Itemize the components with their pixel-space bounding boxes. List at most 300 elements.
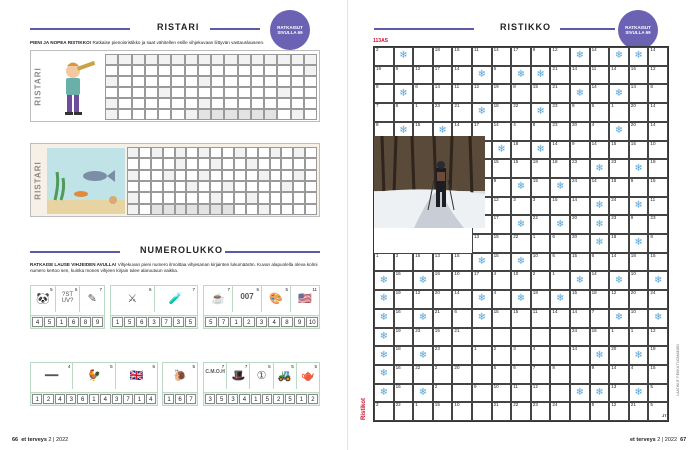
cell-number: 15	[630, 140, 636, 146]
grid-cell	[511, 271, 531, 290]
numerolukko-intro: RATKAISE LAUSE VIHJEIDEN AVULLA! Vihjekuvan pieni numero ilmoittaa vihjesanan kirjainten lukumäärän. Kuvan alapuolella oleva kolmi numero kertoo sen, kuinka mones vihjeen kirjain tulee alaruutuun vaikka.	[30, 262, 318, 274]
cell-number: 21	[434, 308, 440, 314]
cell-number: 15	[572, 252, 578, 258]
grid-cell	[492, 346, 512, 365]
grid-cell	[413, 66, 433, 85]
grid-cell	[550, 103, 570, 122]
cell-number: 22	[513, 402, 519, 408]
cell-number: 23	[572, 159, 578, 165]
cell-number: 23	[415, 327, 421, 333]
snowflake-icon: ❄	[609, 47, 629, 66]
cell-number: 23	[434, 346, 440, 352]
grid-cell	[550, 47, 570, 66]
nl-pic: 5 🎨	[262, 286, 291, 312]
cell-number: 15	[572, 290, 578, 296]
cell-number: 14	[611, 252, 617, 258]
cell-number: 16	[630, 65, 636, 71]
grid-cell	[550, 141, 570, 160]
cell-number: 1	[474, 346, 477, 352]
grid-cell	[394, 402, 414, 421]
cell-number: 14	[650, 47, 656, 52]
cell-number: 18	[513, 140, 519, 146]
grid-cell	[531, 215, 551, 234]
cell-number: 11	[454, 84, 460, 90]
grid-cell	[452, 346, 472, 365]
grid-cell	[609, 215, 629, 234]
photo-cell	[374, 234, 394, 253]
ristikko-credit: LAATINUT: PEKKA TUOMAINEN	[676, 344, 681, 396]
grid-cell	[531, 197, 551, 216]
cell-number: 4	[591, 121, 595, 127]
grid-cell	[511, 328, 531, 347]
grid-cell	[550, 271, 570, 290]
grid-cell	[413, 402, 433, 421]
cell-number: 20	[630, 290, 636, 296]
grid-cell	[570, 365, 590, 384]
cell-number: 15	[454, 47, 460, 52]
cell-number: 14	[552, 308, 558, 314]
cell-number: 15	[415, 121, 421, 127]
ristari-title-line-right	[210, 28, 260, 30]
numerolukko-puzzle-2b	[162, 362, 198, 406]
grid-cell	[648, 253, 668, 272]
nl-number-row: 1 5 6 3 7 3 5	[111, 315, 197, 328]
grid-cell	[452, 402, 472, 421]
grid-cell	[433, 328, 453, 347]
cell-number: 23	[611, 159, 617, 165]
grid-cell	[570, 402, 590, 421]
grid-cell	[570, 197, 590, 216]
grid-cell	[433, 253, 453, 272]
cell-number: 24	[572, 177, 578, 183]
nl-pic: 6 🇬🇧	[129, 364, 155, 382]
grid-cell	[648, 346, 668, 365]
grid-cell	[648, 384, 668, 403]
cell-number: 1	[376, 252, 379, 258]
cell-number: 9	[572, 140, 575, 146]
cell-number: 1	[552, 271, 555, 277]
ristari-side-label-1: RISTARI	[31, 51, 45, 121]
grid-cell	[550, 402, 570, 421]
grid-cell	[413, 103, 433, 122]
cell-number: 6	[454, 308, 457, 314]
winter-walk-photo	[374, 136, 485, 228]
grid-cell	[531, 122, 551, 141]
cell-number: 6	[552, 234, 555, 239]
grid-cell	[550, 365, 570, 384]
snowflake-icon: ❄	[394, 47, 414, 66]
grid-cell	[394, 384, 414, 403]
grid-cell	[511, 384, 531, 403]
grid-cell	[550, 159, 570, 178]
grid-cell	[550, 328, 570, 347]
grid-cell	[531, 271, 551, 290]
ristikko-title-line-right	[560, 28, 615, 30]
grid-cell	[590, 84, 610, 103]
cell-number: 11	[650, 196, 656, 202]
cell-number: 19	[395, 290, 401, 296]
snowflake-icon: ❄	[570, 384, 590, 403]
boy-telescope-illustration	[47, 57, 103, 119]
cell-number: 23	[552, 103, 558, 109]
snowflake-icon: ❄	[609, 84, 629, 103]
ristikko-title: RISTIKKO	[500, 22, 552, 32]
grid-cell	[492, 290, 512, 309]
grid-cell	[472, 346, 492, 365]
cell-number: 4	[532, 346, 536, 352]
numerolukko-puzzle-2a	[30, 362, 158, 406]
snowflake-icon: ❄	[511, 215, 531, 234]
cell-number: 1	[532, 234, 536, 239]
cell-number: 15	[650, 177, 656, 183]
grid-cell	[492, 271, 512, 290]
grid-cell	[531, 253, 551, 272]
cell-number: 8	[650, 234, 653, 239]
grid-cell	[492, 215, 512, 234]
grid-cell	[394, 66, 414, 85]
cell-number: 20	[630, 103, 636, 109]
cell-number: 20	[630, 121, 636, 127]
grid-cell	[452, 47, 472, 66]
grid-cell	[433, 365, 453, 384]
cell-number: 3	[395, 252, 399, 258]
grid-cell	[433, 309, 453, 328]
grid-cell	[609, 159, 629, 178]
footer-right: et terveys 2 | 2022 67	[630, 437, 687, 443]
cell-number: 19	[493, 84, 499, 90]
grid-cell	[433, 66, 453, 85]
grid-cell	[590, 365, 610, 384]
grid-cell	[629, 103, 649, 122]
cell-number: 15	[532, 177, 538, 183]
grid-cell	[629, 402, 649, 421]
grid-cell	[433, 271, 453, 290]
cell-number: 8	[395, 103, 399, 109]
grid-cell	[374, 47, 394, 66]
cell-number: 22	[415, 364, 421, 370]
snowflake-icon: ❄	[550, 215, 570, 234]
grid-cell	[452, 328, 472, 347]
numerolukko-title: NUMEROLUKKO	[140, 245, 223, 255]
cell-number: 9	[493, 177, 497, 183]
grid-cell	[452, 290, 472, 309]
cell-number: 7	[532, 364, 536, 370]
cell-number: 18	[630, 252, 636, 258]
cell-number: 7	[591, 308, 595, 314]
grid-cell	[570, 234, 590, 253]
cell-number: 8	[513, 84, 516, 90]
grid-cell	[531, 365, 551, 384]
grid-cell	[531, 384, 551, 403]
snowflake-icon: ❄	[472, 253, 492, 272]
grid-cell	[531, 402, 551, 421]
cell-number: 20	[572, 121, 578, 127]
cell-number: 21	[552, 65, 558, 71]
cell-number: 5	[493, 364, 497, 370]
grid-cell	[609, 141, 629, 160]
grid-cell	[511, 402, 531, 421]
cell-number: 4	[493, 271, 497, 277]
grid-cell	[648, 122, 668, 141]
cell-number: 2	[376, 47, 379, 52]
grid-cell	[472, 84, 492, 103]
grid-cell	[629, 309, 649, 328]
grid-cell	[609, 234, 629, 253]
grid-cell	[590, 402, 610, 421]
cell-number: 13	[434, 252, 440, 258]
cell-number: 23	[434, 103, 440, 109]
grid-cell	[394, 253, 414, 272]
snowflake-icon: ❄	[550, 178, 570, 197]
cell-number: 24	[552, 402, 558, 408]
grid-cell	[492, 122, 512, 141]
nl-pic: 6 ⚔	[111, 286, 155, 312]
cell-number: 1	[611, 103, 614, 109]
grid-cell	[492, 402, 512, 421]
nl-pic: 6 ?ST UV?	[56, 286, 81, 312]
cell-number: 11	[532, 308, 538, 314]
cell-number: 2	[434, 383, 438, 389]
grid-cell	[609, 253, 629, 272]
cell-number: 15	[493, 159, 499, 165]
cell-number: 20	[572, 215, 578, 221]
cell-number: 14	[552, 140, 558, 146]
cell-number: 14	[454, 65, 460, 71]
grid-cell	[472, 234, 492, 253]
cell-number: 18	[434, 47, 440, 52]
cell-number: 14	[611, 364, 617, 370]
grid-cell	[629, 253, 649, 272]
nl-pic: 5 ①	[250, 363, 273, 389]
snowflake-icon: ❄	[531, 103, 551, 122]
cell-number: 16	[395, 308, 401, 314]
snowflake-icon: ❄	[472, 290, 492, 309]
snowflake-icon: ❄	[511, 178, 531, 197]
ristikot-brand-logo: Ristikot	[361, 397, 368, 421]
ristari-puzzle-2	[30, 143, 320, 217]
grid-cell	[472, 328, 492, 347]
numerolukko-puzzle-1b	[110, 285, 198, 329]
grid-cell	[590, 309, 610, 328]
cell-number: 21	[493, 402, 499, 408]
nl-pic: 7 C.M.O.H	[204, 363, 227, 389]
cell-number: 1	[415, 402, 418, 408]
cell-number: 21	[630, 402, 636, 408]
grid-cell	[609, 384, 629, 403]
cell-number: 18	[650, 159, 656, 165]
grid-cell	[629, 365, 649, 384]
cell-number: 18	[650, 346, 656, 352]
cell-number: 14	[611, 65, 617, 71]
snowflake-icon: ❄	[472, 309, 492, 328]
snowflake-icon: ❄	[374, 346, 394, 365]
grid-cell	[570, 309, 590, 328]
snowflake-icon: ❄	[394, 84, 414, 103]
grid-cell	[629, 141, 649, 160]
snowflake-icon: ❄	[374, 309, 394, 328]
grid-cell	[550, 234, 570, 253]
snowflake-icon: ❄	[629, 234, 649, 253]
cell-number: 8	[376, 121, 379, 127]
cell-number: 14	[591, 84, 597, 90]
cell-number: 12	[415, 290, 421, 296]
grid-cell	[394, 271, 414, 290]
grid-cell	[648, 290, 668, 309]
snowflake-icon: ❄	[629, 384, 649, 403]
nl-pic: 5 🐌	[173, 364, 195, 382]
photo-cell	[394, 234, 414, 253]
cell-number: 14	[630, 84, 636, 90]
cell-number: 18	[552, 159, 558, 165]
numerolukko-puzzle-1a	[30, 285, 105, 329]
cell-number: 4	[630, 364, 634, 370]
grid-cell	[590, 328, 610, 347]
grid-cell	[570, 122, 590, 141]
grid-cell	[452, 84, 472, 103]
ristari-grid-2	[127, 147, 317, 215]
grid-cell	[550, 122, 570, 141]
cell-number: 6	[591, 252, 595, 258]
grid-cell	[648, 328, 668, 347]
grid-cell	[570, 328, 590, 347]
cell-number: 10	[630, 308, 636, 314]
grid-cell	[531, 234, 551, 253]
cell-number: 18	[493, 103, 499, 109]
cell-number: 8	[376, 84, 379, 90]
cell-number: 15	[513, 308, 519, 314]
grid-cell	[492, 103, 512, 122]
footer-left: 66 et terveys 2 | 2022	[12, 437, 69, 443]
grid-cell	[629, 66, 649, 85]
grid-cell	[394, 328, 414, 347]
nl-pic: 5 🫖	[301, 364, 318, 382]
grid-cell	[394, 365, 414, 384]
cell-number: 11	[474, 47, 479, 52]
cell-number: 23	[552, 121, 558, 127]
cell-number: 24	[572, 327, 578, 333]
cell-number: 10	[650, 140, 656, 146]
grid-cell	[550, 197, 570, 216]
grid-cell	[531, 309, 551, 328]
cell-number: 15	[493, 234, 499, 239]
grid-cell	[609, 346, 629, 365]
grid-cell	[492, 234, 512, 253]
grid-cell	[570, 215, 590, 234]
cell-number: 14	[493, 47, 499, 52]
numerolukko-puzzle-2c	[203, 362, 320, 406]
grid-cell	[609, 66, 629, 85]
cell-number: 12	[415, 65, 421, 71]
cell-number: 22	[513, 103, 519, 109]
grid-cell	[433, 84, 453, 103]
grid-cell	[511, 365, 531, 384]
photo-cell	[433, 234, 453, 253]
ristari-title-line-left	[30, 28, 130, 30]
grid-cell	[511, 346, 531, 365]
grid-cell	[492, 365, 512, 384]
grid-cell	[452, 309, 472, 328]
grid-cell	[511, 103, 531, 122]
cell-number: 13	[474, 234, 480, 239]
grid-cell	[550, 346, 570, 365]
grid-cell	[648, 197, 668, 216]
grid-cell	[394, 290, 414, 309]
cell-number: 14	[434, 84, 440, 90]
grid-cell	[413, 253, 433, 272]
cell-number: 14	[591, 177, 597, 183]
cell-number: 15	[434, 402, 440, 408]
grid-cell	[570, 253, 590, 272]
cell-number: 15	[513, 159, 519, 165]
grid-cell	[648, 215, 668, 234]
cell-number: 14	[572, 196, 578, 202]
nl-pic: 6 007	[233, 286, 262, 312]
nl-pic: 4 ━━	[31, 363, 73, 389]
cell-number: 14	[572, 65, 578, 71]
ristari-side-label-2: RISTARI	[31, 144, 45, 216]
grid-cell	[472, 402, 492, 421]
cell-number: 18	[395, 346, 401, 352]
grid-cell	[472, 384, 492, 403]
grid-cell	[531, 290, 551, 309]
nl-number-row: 1 2 4 3 6 1 4 3 7 1 4	[31, 392, 157, 405]
cell-number: 23	[611, 215, 617, 221]
grid-cell	[531, 346, 551, 365]
cell-number: 5	[650, 402, 653, 408]
grid-cell	[590, 47, 610, 66]
ristikko-title-line-left	[374, 28, 474, 30]
grid-cell	[570, 290, 590, 309]
grid-cell	[550, 253, 570, 272]
snowflake-icon: ❄	[629, 159, 649, 178]
grid-cell	[609, 365, 629, 384]
grid-cell	[394, 309, 414, 328]
grid-cell	[492, 47, 512, 66]
cell-number: 16	[395, 364, 401, 370]
cell-number: 15	[454, 252, 460, 258]
nl-pic: 5 🐓	[73, 363, 115, 389]
cell-number: 12	[532, 383, 538, 389]
cell-number: 18	[611, 234, 617, 239]
grid-cell	[609, 328, 629, 347]
cell-number: 19	[376, 65, 382, 71]
cell-number: 10	[454, 402, 460, 408]
nl-number-row: 3 5 3 4 1 5 2 5 1 2	[204, 392, 319, 405]
cell-number: 15	[552, 196, 558, 202]
cell-number: 12	[552, 47, 558, 52]
cell-number: 15	[650, 252, 656, 258]
cell-number: 19	[395, 327, 401, 333]
grid-cell	[374, 103, 394, 122]
grid-cell	[433, 384, 453, 403]
grid-cell	[590, 253, 610, 272]
grid-cell	[511, 309, 531, 328]
cell-number: 17	[493, 215, 499, 221]
snowflake-icon: ❄	[511, 66, 531, 85]
grid-cell	[570, 346, 590, 365]
snowflake-icon: ❄	[570, 47, 590, 66]
grid-cell	[511, 197, 531, 216]
grid-cell	[492, 197, 512, 216]
cell-number: 3	[513, 346, 516, 352]
cell-number: 24	[611, 196, 617, 202]
grid-cell	[452, 384, 472, 403]
snowflake-icon: ❄	[374, 271, 394, 290]
grid-cell	[492, 309, 512, 328]
grid-cell	[511, 159, 531, 178]
grid-cell	[609, 178, 629, 197]
cell-number: 12	[474, 84, 480, 90]
